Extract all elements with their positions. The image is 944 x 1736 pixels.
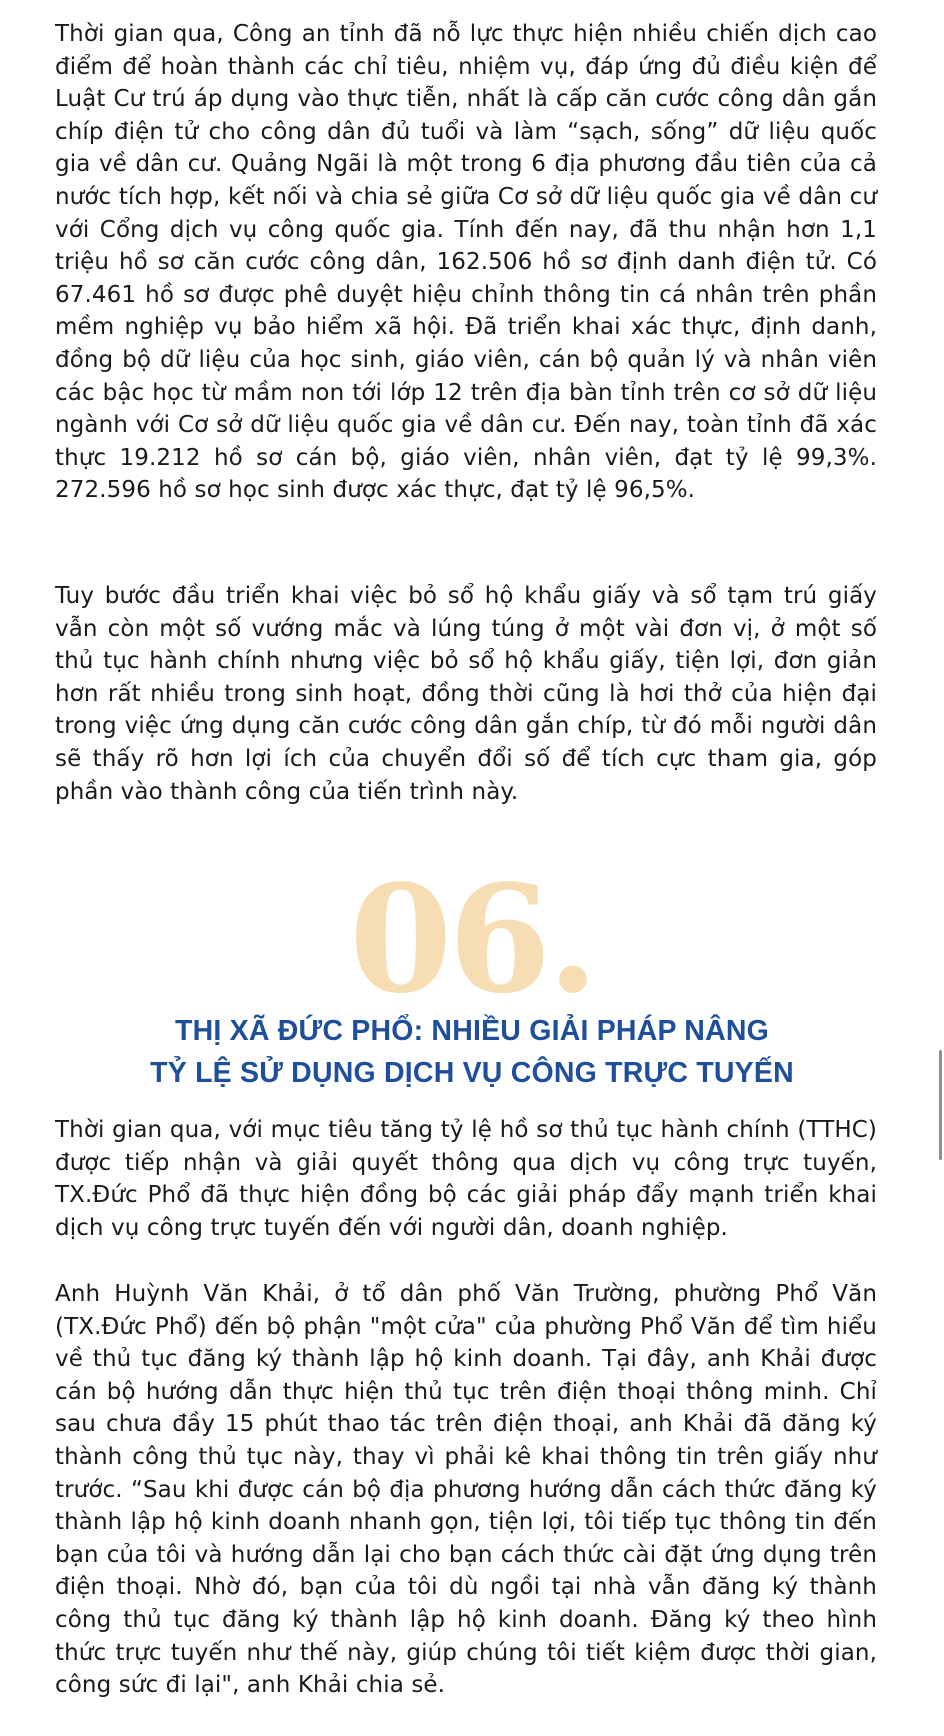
article-paragraph-3: Thời gian qua, với mục tiêu tăng tỷ lệ hồ sơ thủ tục hành chính (TTHC) được tiếp nhận và giải quyết thông qua dịch vụ công trực tuyến, TX.Đức Phổ đã thực hiện đồng bộ các giải pháp đẩy mạnh triển khai dịch vụ công trực tuyến đến với người dân, doanh nghiệp. [55, 1117, 877, 1241]
section-number: 06. [349, 852, 595, 1026]
article-paragraph-4: Anh Huỳnh Văn Khải, ở tổ dân phố Văn Trường, phường Phổ Văn (TX.Đức Phổ) đến bộ phận "một cửa" của phường Phổ Văn để tìm hiểu về thủ tục đăng ký thành lập hộ kinh doanh. Tại đây, anh Khải được cán bộ hướng dẫn thực hiện thủ tục trên điện thoại thông minh. Chỉ sau chưa đầy 15 phút thao tác trên điện thoại, anh Khải đã đăng ký thành công thủ tục này, thay vì phải kê khai thông tin trên giấy như trước. “Sau khi được cán bộ địa phương hướng dẫn cách thức đăng ký thành lập hộ kinh doanh nhanh gọn, tiện lợi, tôi tiếp tục thông tin đến bạn của tôi và hướng dẫn lại cho bạn cách thức cài đặt ứng dụng trên điện thoại. Nhờ đó, bạn của tôi dù ngồi tại nhà vẫn đăng ký thành công thủ tục đăng ký thành lập hộ kinh doanh. Đăng ký theo hình thức trực tuyến như thế này, giúp chúng tôi tiết kiệm được thời gian, công sức đi lại", anh Khải chia sẻ. [55, 1281, 877, 1699]
article-paragraph-1: Thời gian qua, Công an tỉnh đã nỗ lực thực hiện nhiều chiến dịch cao điểm để hoàn thành các chỉ tiêu, nhiệm vụ, đáp ứng đủ điều kiện để Luật Cư trú áp dụng vào thực tiễn, nhất là cấp căn cước công dân gắn chíp điện tử cho công dân đủ tuổi và làm “sạch, sống” dữ liệu quốc gia về dân cư. Quảng Ngãi là một trong 6 địa phương đầu tiên của cả nước tích hợp, kết nối và chia sẻ giữa Cơ sở dữ liệu quốc gia về dân cư với Cổng dịch vụ công quốc gia. Tính đến nay, đã thu nhận hơn 1,1 triệu hồ sơ căn cước công dân, 162.506 hồ sơ định danh điện tử. Có 67.461 hồ sơ được phê duyệt hiệu chỉnh thông tin cá nhân trên phần mềm nghiệp vụ bảo hiểm xã hội. Đã triển khai xác thực, định danh, đồng bộ dữ liệu của học sinh, giáo viên, cán bộ quản lý và nhân viên các bậc học từ mầm non tới lớp 12 trên địa bàn tỉnh trên cơ sở dữ liệu ngành với Cơ sở dữ liệu quốc gia về dân cư. Đến nay, toàn tỉnh đã xác thực 19.212 hồ sơ cán bộ, giáo viên, nhân viên, đạt tỷ lệ 99,3%. 272.596 hồ sơ học sinh được xác thực, đạt tỷ lệ 96,5%. [55, 21, 877, 504]
scrollbar-thumb[interactable] [939, 1050, 942, 1160]
section-title-line-2: TỶ LỆ SỬ DỤNG DỊCH VỤ CÔNG TRỰC TUYẾN [150, 1057, 794, 1089]
section-title-line-1: THỊ XÃ ĐỨC PHỔ: NHIỀU GIẢI PHÁP NÂNG [174, 1015, 770, 1047]
section-title [0, 1010, 944, 1094]
article-paragraph-2: Tuy bước đầu triển khai việc bỏ sổ hộ khẩu giấy và sổ tạm trú giấy vẫn còn một số vướng mắc và lúng túng ở một vài đơn vị, ở một số thủ tục hành chính nhưng việc bỏ sổ hộ khẩu giấy, tiện lợi, đơn giản hơn rất nhiều trong sinh hoạt, đồng thời cũng là hơi thở của hiện đại trong việc ứng dụng căn cước công dân gắn chíp, từ đó mỗi người dân sẽ thấy rõ hơn lợi ích của chuyển đổi số để tích cực tham gia, góp phần vào thành công của tiến trình này. [55, 583, 877, 805]
